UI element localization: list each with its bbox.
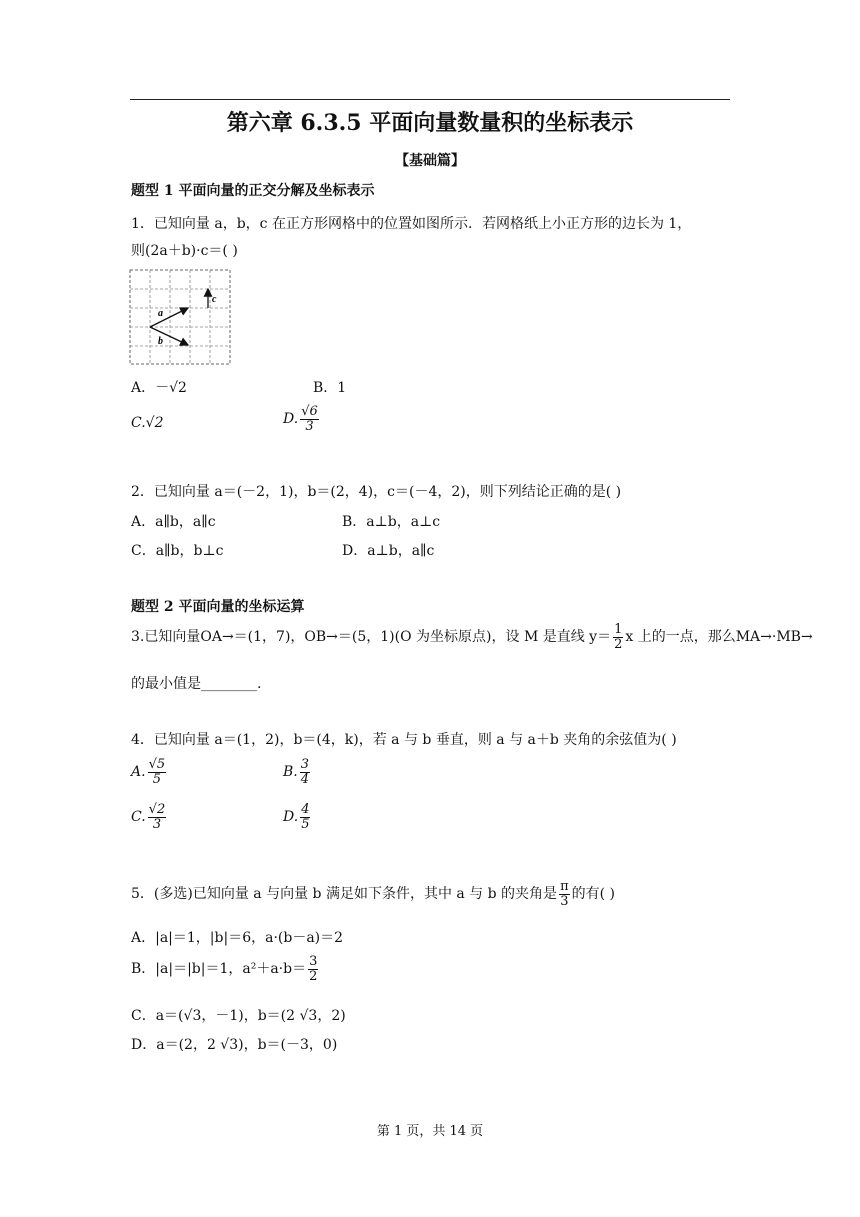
page-title: 第六章 6.3.5 平面向量数量积的坐标表示 (226, 110, 634, 136)
q5-option-b-fraction (308, 955, 318, 983)
q1-option-a: A．－√2 (131, 380, 187, 396)
q5-option-b (131, 955, 320, 983)
q4-option-b (283, 758, 312, 786)
q2-option-c: C．a∥b，b⊥c (131, 543, 224, 559)
label-c: c (212, 294, 217, 305)
q5-option-c: C．a＝(√3，－1)，b＝(2 √3，2) (131, 1008, 346, 1024)
q4-option-c (131, 803, 168, 831)
fraction-denominator: 3 (560, 893, 569, 909)
fraction-numerator: √2 (148, 802, 166, 817)
q1-option-d (283, 405, 321, 433)
q5-stem-part1: 5．(多选)已知向量 a 与向量 b 满足如下条件，其中 a 与 b 的夹角是 (131, 886, 558, 903)
fraction-denominator: 4 (300, 771, 310, 787)
label-a: a (158, 308, 163, 319)
fraction-numerator: 1 (614, 622, 623, 637)
option-prefix: A. (131, 764, 146, 781)
fraction-denominator: 3 (305, 418, 314, 434)
fraction-numerator: 4 (301, 802, 310, 817)
page-subtitle: 【基础篇】 (395, 153, 465, 169)
q5-fraction (559, 880, 570, 908)
q2-option-b: B．a⊥b，a⊥c (342, 514, 441, 530)
fraction-denominator: 5 (301, 816, 310, 832)
q3-text-part2: x 上的一点，那么MA→·MB→ (625, 629, 813, 646)
q3-text-part1: 3.已知向量OA→＝(1，7)，OB→＝(5，1)(O 为坐标原点)，设 M 是直线 y＝ (131, 629, 612, 646)
q5-stem-part2: 的有( ) (571, 886, 615, 903)
q4-option-c-fraction (148, 803, 167, 831)
fraction-denominator: 2 (614, 636, 623, 652)
q4-option-a-fraction (148, 758, 167, 786)
option-prefix: D. (283, 809, 299, 826)
q5-stem (131, 880, 615, 908)
q2-stem: 2．已知向量 a＝(－2，1)，b＝(2，4)，c＝(－4，2)，则下列结论正确的是( ) (131, 484, 622, 500)
grid-lines (130, 270, 230, 364)
q4-option-b-fraction (300, 758, 310, 786)
q1-option-d-fraction (300, 405, 319, 433)
vector-grid-figure (128, 268, 232, 366)
fraction-numerator: √6 (301, 404, 318, 419)
q4-option-a (131, 758, 168, 786)
q5-option-b-text: B．|a|＝|b|＝1，a²＋a·b＝ (131, 961, 307, 978)
grid-border (130, 270, 230, 364)
vector-b-arrow (150, 327, 188, 345)
header-rule (130, 99, 730, 100)
q4-option-d (283, 803, 312, 831)
q5-option-d: D．a＝(2，2 √3)，b＝(－3，0) (131, 1037, 338, 1053)
label-b: b (158, 336, 163, 347)
fraction-denominator: 2 (309, 968, 318, 984)
q4-stem: 4．已知向量 a＝(1，2)，b＝(4，k)，若 a 与 b 垂直，则 a 与 a＋b 夹角的余弦值为( ) (131, 732, 677, 748)
fraction-denominator: 3 (152, 816, 162, 832)
q3-line1 (131, 623, 813, 651)
q1-line1: 1．已知向量 a，b，c 在正方形网格中的位置如图所示．若网格纸上小正方形的边长为 1， (131, 216, 692, 232)
q2-option-a: A．a∥b，a∥c (131, 514, 216, 530)
q3-fraction (613, 623, 623, 651)
q3-line2: 的最小值是________. (131, 676, 262, 692)
q2-option-d: D．a⊥b，a∥c (342, 543, 435, 559)
q1-line2: 则(2a＋b)·c＝( ) (131, 243, 238, 259)
fraction-numerator: 3 (309, 954, 318, 969)
fraction-denominator: 5 (152, 771, 161, 787)
section-heading-2: 题型 2 平面向量的坐标运算 (131, 599, 305, 615)
q1-option-c: C.√2 (131, 415, 164, 431)
page-footer: 第 1 页，共 14 页 (376, 1124, 484, 1139)
q1-option-d-prefix: D. (283, 411, 299, 428)
q4-option-d-fraction (300, 803, 310, 831)
fraction-numerator: √5 (148, 757, 166, 772)
q5-option-a: A．|a|＝1，|b|＝6，a·(b－a)＝2 (131, 930, 344, 946)
option-prefix: B. (283, 764, 298, 781)
option-prefix: C. (131, 809, 146, 826)
q1-option-b: B．1 (313, 380, 347, 396)
section-heading-1: 题型 1 平面向量的正交分解及坐标表示 (131, 183, 375, 199)
fraction-numerator: π (560, 879, 569, 894)
vector-a-arrow (150, 308, 188, 327)
fraction-numerator: 3 (300, 757, 310, 772)
